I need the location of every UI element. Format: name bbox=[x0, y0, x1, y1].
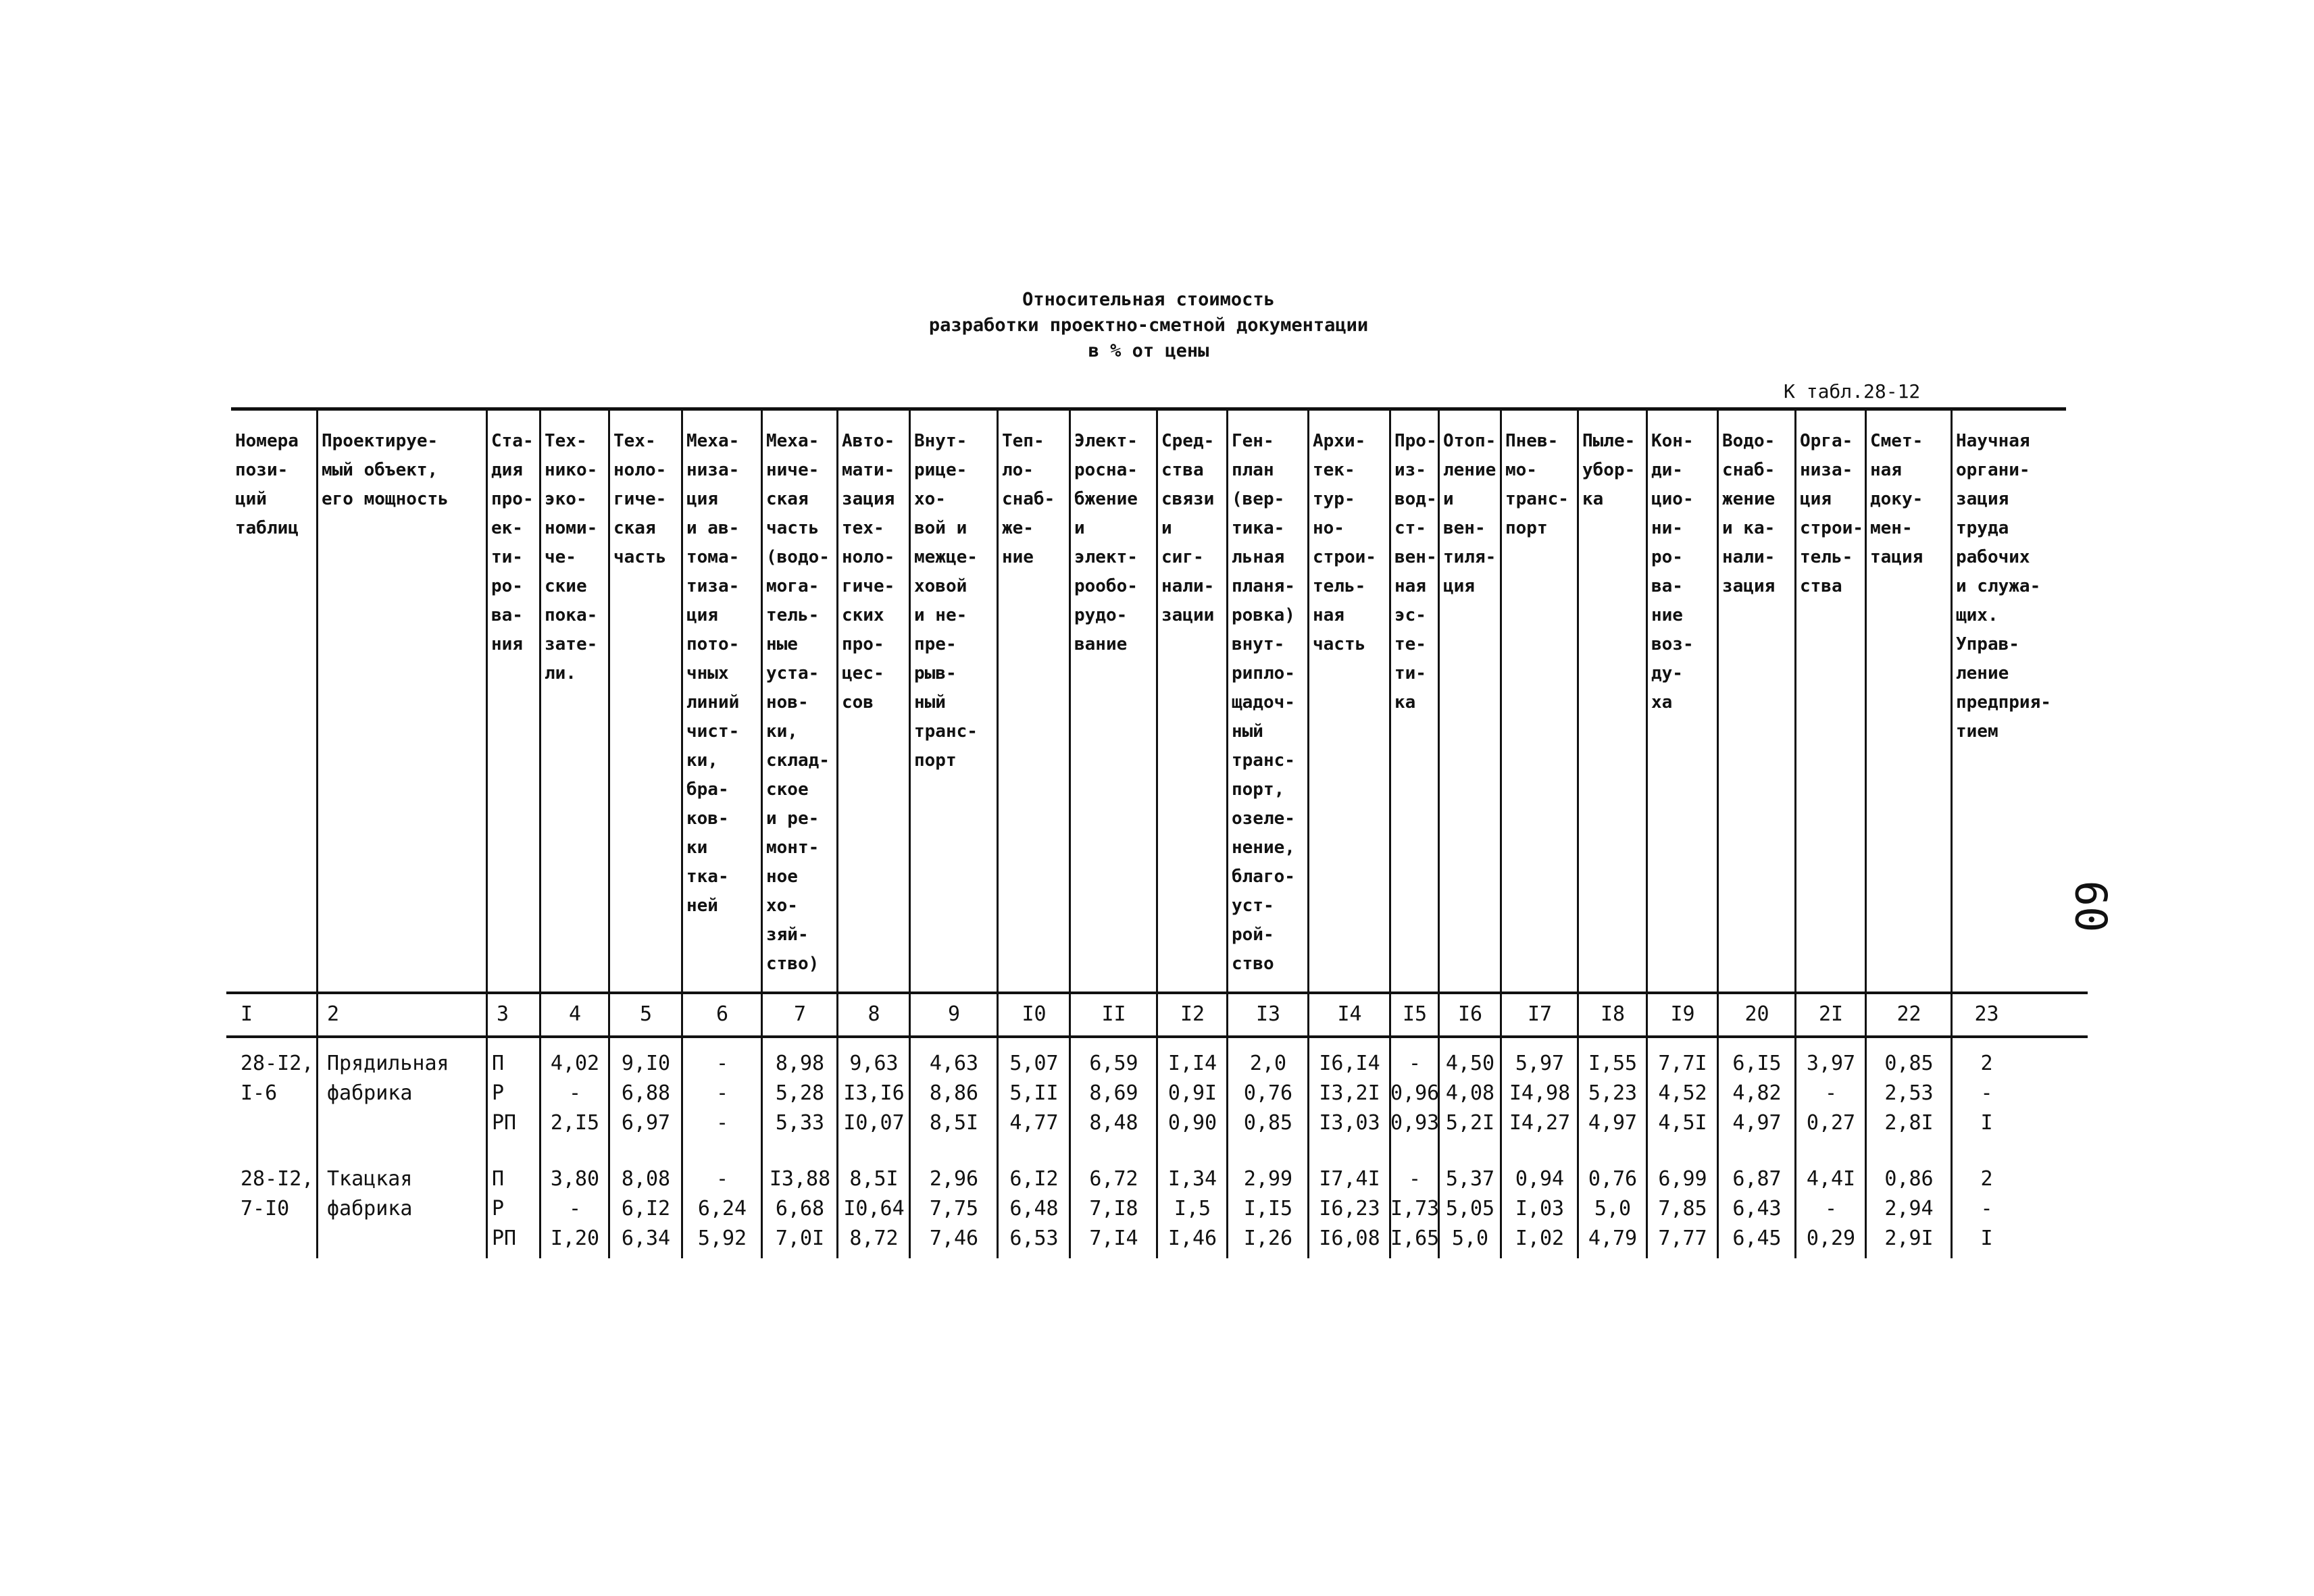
position-cell: I-6 bbox=[241, 1081, 278, 1105]
position-cell: 28-I2, bbox=[241, 1167, 314, 1191]
value-cell: - bbox=[715, 1081, 729, 1105]
value-cell: I,34 bbox=[1167, 1167, 1217, 1191]
value-cell: 4,97 bbox=[1588, 1111, 1638, 1135]
value-cell: 6,45 bbox=[1732, 1227, 1782, 1250]
value-cell: I,03 bbox=[1515, 1197, 1565, 1220]
value-cell: I3,2I bbox=[1319, 1081, 1380, 1105]
value-cell: 6,99 bbox=[1658, 1167, 1707, 1191]
value-cell: 7,75 bbox=[929, 1197, 979, 1220]
column-number: 6 bbox=[715, 1002, 729, 1026]
column-header: Ста- дия про- ек- ти- ро- ва- ния bbox=[491, 431, 534, 654]
value-cell: 6,43 bbox=[1732, 1197, 1782, 1220]
value-cell: 2,I5 bbox=[550, 1111, 600, 1135]
column-number: 2I bbox=[1818, 1002, 1844, 1026]
column-number: II bbox=[1101, 1002, 1126, 1026]
value-cell: 7,I4 bbox=[1089, 1227, 1138, 1250]
value-cell: I6,23 bbox=[1319, 1197, 1380, 1220]
value-cell: I4,98 bbox=[1509, 1081, 1571, 1105]
value-cell: - bbox=[1824, 1197, 1838, 1220]
value-cell: 2 bbox=[1980, 1052, 1993, 1075]
page-number: 60 bbox=[2065, 880, 2115, 933]
value-cell: 5,37 bbox=[1445, 1167, 1495, 1191]
value-cell: 5,07 bbox=[1009, 1052, 1059, 1075]
table-rule bbox=[231, 407, 2066, 411]
title-line: разработки проектно-сметной документации bbox=[928, 315, 1369, 336]
value-cell: 0,96 bbox=[1390, 1081, 1440, 1105]
value-cell: 5,23 bbox=[1588, 1081, 1638, 1105]
value-cell: 7,85 bbox=[1658, 1197, 1707, 1220]
column-header: Кон- ди- цио- ни- ро- ва- ние воз- ду- ха bbox=[1651, 431, 1694, 713]
column-header: Орга- низа- ция строи- тель- ства bbox=[1800, 431, 1863, 596]
value-cell: 0,90 bbox=[1167, 1111, 1217, 1135]
value-cell: I4,27 bbox=[1509, 1111, 1571, 1135]
column-number: I5 bbox=[1402, 1002, 1428, 1026]
column-number: 5 bbox=[639, 1002, 653, 1026]
value-cell: 0,93 bbox=[1390, 1111, 1440, 1135]
stage-cell: Р bbox=[492, 1197, 505, 1220]
column-header: Водо- снаб- жение и ка- нали- зация bbox=[1722, 431, 1776, 596]
value-cell: - bbox=[715, 1052, 729, 1075]
value-cell: 5,92 bbox=[697, 1227, 747, 1250]
column-header: Внут- рице- хо- вой и межце- ховой и не- пре- рыв- ный транс- порт bbox=[914, 431, 978, 771]
column-number: 23 bbox=[1974, 1002, 1999, 1026]
column-number: 20 bbox=[1744, 1002, 1769, 1026]
column-number: 8 bbox=[867, 1002, 880, 1026]
column-header: Меха- низа- ция и ав- тома- тиза- ция пото- чных линий чист- ки, бра- ков- ки тка- ней bbox=[686, 431, 740, 916]
value-cell: I,46 bbox=[1167, 1227, 1217, 1250]
column-number: 9 bbox=[947, 1002, 961, 1026]
column-number: I9 bbox=[1670, 1002, 1695, 1026]
column-number: I2 bbox=[1180, 1002, 1205, 1026]
value-cell: 6,I5 bbox=[1732, 1052, 1782, 1075]
value-cell: 9,63 bbox=[849, 1052, 899, 1075]
value-cell: 3,97 bbox=[1806, 1052, 1856, 1075]
value-cell: - bbox=[568, 1081, 582, 1105]
value-cell: 6,I2 bbox=[621, 1197, 671, 1220]
column-number: 7 bbox=[793, 1002, 807, 1026]
value-cell: 5,33 bbox=[775, 1111, 825, 1135]
value-cell: 6,I2 bbox=[1009, 1167, 1059, 1191]
value-cell: 8,5I bbox=[929, 1111, 979, 1135]
value-cell: - bbox=[1980, 1081, 1993, 1105]
value-cell: 0,76 bbox=[1243, 1081, 1293, 1105]
column-header: Номера пози- ций таблиц bbox=[235, 431, 299, 538]
value-cell: 4,97 bbox=[1732, 1111, 1782, 1135]
value-cell: 6,59 bbox=[1089, 1052, 1138, 1075]
value-cell: 2,0 bbox=[1249, 1052, 1287, 1075]
column-header: Тех- нико- эко- номи- че- ские пока- зате- ли. bbox=[545, 431, 598, 684]
column-number: I4 bbox=[1337, 1002, 1362, 1026]
value-cell: 5,0 bbox=[1594, 1197, 1632, 1220]
stage-cell: П bbox=[492, 1052, 505, 1075]
value-cell: 4,52 bbox=[1658, 1081, 1707, 1105]
stage-cell: П bbox=[492, 1167, 505, 1191]
object-cell: фабрика bbox=[327, 1197, 413, 1220]
stage-cell: РП bbox=[492, 1227, 517, 1250]
value-cell: 4,82 bbox=[1732, 1081, 1782, 1105]
value-cell: - bbox=[715, 1111, 729, 1135]
position-cell: 7-I0 bbox=[241, 1197, 290, 1220]
value-cell: 4,02 bbox=[550, 1052, 600, 1075]
column-header: Ген- план (вер- тика- льная планя- ровка) внут- рипло- щадоч- ный транс- порт, озеле- нение, благо- уст- рой- ство bbox=[1232, 431, 1295, 974]
value-cell: 2,94 bbox=[1884, 1197, 1934, 1220]
column-number: I7 bbox=[1527, 1002, 1553, 1026]
value-cell: 8,98 bbox=[775, 1052, 825, 1075]
column-header: Элект- росна- бжение и элект- рообо- рудо- вание bbox=[1074, 431, 1138, 654]
column-header: Проектируе- мый объект, его мощность bbox=[322, 431, 449, 509]
value-cell: 0,76 bbox=[1588, 1167, 1638, 1191]
value-cell: I bbox=[1980, 1111, 1993, 1135]
value-cell: I3,I6 bbox=[843, 1081, 905, 1105]
value-cell: - bbox=[568, 1197, 582, 1220]
value-cell: 5,97 bbox=[1515, 1052, 1565, 1075]
object-cell: Прядильная bbox=[327, 1052, 449, 1075]
value-cell: 7,46 bbox=[929, 1227, 979, 1250]
value-cell: I3,03 bbox=[1319, 1111, 1380, 1135]
column-header: Авто- мати- зация тех- ноло- гиче- ских про- цес- сов bbox=[842, 431, 895, 713]
stage-cell: Р bbox=[492, 1081, 505, 1105]
value-cell: - bbox=[1408, 1167, 1422, 1191]
value-cell: 2,99 bbox=[1243, 1167, 1293, 1191]
column-number: I6 bbox=[1457, 1002, 1483, 1026]
value-cell: I0,07 bbox=[843, 1111, 905, 1135]
value-cell: - bbox=[1824, 1081, 1838, 1105]
value-cell: 8,86 bbox=[929, 1081, 979, 1105]
value-cell: 4,50 bbox=[1445, 1052, 1495, 1075]
value-cell: 6,24 bbox=[697, 1197, 747, 1220]
value-cell: 9,I0 bbox=[621, 1052, 671, 1075]
column-header: Сред- ства связи и сиг- нали- зации bbox=[1161, 431, 1215, 625]
value-cell: 0,85 bbox=[1884, 1052, 1934, 1075]
title-line: Относительная стоимость bbox=[1022, 289, 1275, 310]
value-cell: I3,88 bbox=[769, 1167, 831, 1191]
column-header: Меха- ниче- ская часть (водо- мога- тель- ные уста- нов- ки, склад- ское и ре- монт- ное хо- зяй- ство) bbox=[766, 431, 830, 974]
value-cell: I,02 bbox=[1515, 1227, 1565, 1250]
object-cell: фабрика bbox=[327, 1081, 413, 1105]
column-number: I bbox=[241, 1002, 253, 1026]
value-cell: 8,48 bbox=[1089, 1111, 1138, 1135]
value-cell: 4,63 bbox=[929, 1052, 979, 1075]
column-header: Теп- ло- снаб- же- ние bbox=[1002, 431, 1055, 567]
column-header: Архи- тек- тур- но- строи- тель- ная часть bbox=[1313, 431, 1376, 654]
value-cell: - bbox=[1980, 1197, 1993, 1220]
value-cell: 4,4I bbox=[1806, 1167, 1856, 1191]
position-cell: 28-I2, bbox=[241, 1052, 314, 1075]
value-cell: I6,I4 bbox=[1319, 1052, 1380, 1075]
value-cell: 6,72 bbox=[1089, 1167, 1138, 1191]
value-cell: - bbox=[1408, 1052, 1422, 1075]
column-number: 22 bbox=[1896, 1002, 1921, 1026]
value-cell: 2,96 bbox=[929, 1167, 979, 1191]
value-cell: 0,85 bbox=[1243, 1111, 1293, 1135]
value-cell: 0,27 bbox=[1806, 1111, 1856, 1135]
value-cell: 0,9I bbox=[1167, 1081, 1217, 1105]
column-header: Научная органи- зация труда рабочих и служа- щих. Управ- ление предприя- тием bbox=[1956, 431, 2051, 742]
value-cell: 8,69 bbox=[1089, 1081, 1138, 1105]
value-cell: I,I5 bbox=[1243, 1197, 1293, 1220]
value-cell: I bbox=[1980, 1227, 1993, 1250]
value-cell: 6,68 bbox=[775, 1197, 825, 1220]
value-cell: 4,79 bbox=[1588, 1227, 1638, 1250]
value-cell: 4,77 bbox=[1009, 1111, 1059, 1135]
value-cell: 7,77 bbox=[1658, 1227, 1707, 1250]
column-number: 2 bbox=[327, 1002, 340, 1026]
value-cell: 7,7I bbox=[1658, 1052, 1707, 1075]
value-cell: 8,5I bbox=[849, 1167, 899, 1191]
value-cell: I,73 bbox=[1390, 1197, 1440, 1220]
value-cell: 4,08 bbox=[1445, 1081, 1495, 1105]
value-cell: 8,08 bbox=[621, 1167, 671, 1191]
title-line: в % от цены bbox=[1088, 340, 1209, 361]
value-cell: 0,86 bbox=[1884, 1167, 1934, 1191]
value-cell: I,65 bbox=[1390, 1227, 1440, 1250]
value-cell: 6,88 bbox=[621, 1081, 671, 1105]
value-cell: I,I4 bbox=[1167, 1052, 1217, 1075]
object-cell: Ткацкая bbox=[327, 1167, 413, 1191]
value-cell: 5,2I bbox=[1445, 1111, 1495, 1135]
value-cell: 7,I8 bbox=[1089, 1197, 1138, 1220]
column-header: Про- из- вод- ст- вен- ная эс- те- ти- ка bbox=[1394, 431, 1437, 713]
column-number: 4 bbox=[568, 1002, 582, 1026]
value-cell: 5,28 bbox=[775, 1081, 825, 1105]
value-cell: I7,4I bbox=[1319, 1167, 1380, 1191]
column-header: Смет- ная доку- мен- тация bbox=[1870, 431, 1923, 567]
value-cell: I,20 bbox=[550, 1227, 600, 1250]
value-cell: 6,53 bbox=[1009, 1227, 1059, 1250]
value-cell: 0,29 bbox=[1806, 1227, 1856, 1250]
value-cell: - bbox=[715, 1167, 729, 1191]
value-cell: 8,72 bbox=[849, 1227, 899, 1250]
column-divider bbox=[316, 411, 318, 1258]
value-cell: I6,08 bbox=[1319, 1227, 1380, 1250]
value-cell: 5,0 bbox=[1451, 1227, 1489, 1250]
value-cell: 3,80 bbox=[550, 1167, 600, 1191]
value-cell: I,55 bbox=[1588, 1052, 1638, 1075]
value-cell: 7,0I bbox=[775, 1227, 825, 1250]
column-header: Тех- ноло- гиче- ская часть bbox=[613, 431, 667, 567]
value-cell: 2 bbox=[1980, 1167, 1993, 1191]
value-cell: 5,05 bbox=[1445, 1197, 1495, 1220]
column-header: Пыле- убор- ка bbox=[1582, 431, 1636, 509]
column-number: I8 bbox=[1600, 1002, 1626, 1026]
value-cell: 2,53 bbox=[1884, 1081, 1934, 1105]
column-header: Отоп- ление и вен- тиля- ция bbox=[1443, 431, 1496, 596]
value-cell: I0,64 bbox=[843, 1197, 905, 1220]
document-title bbox=[777, 287, 1520, 364]
value-cell: 6,97 bbox=[621, 1111, 671, 1135]
value-cell: 2,9I bbox=[1884, 1227, 1934, 1250]
column-number: I0 bbox=[1022, 1002, 1047, 1026]
value-cell: 6,48 bbox=[1009, 1197, 1059, 1220]
column-number: 3 bbox=[497, 1002, 509, 1026]
value-cell: 5,II bbox=[1009, 1081, 1059, 1105]
value-cell: I,5 bbox=[1174, 1197, 1211, 1220]
column-number: I3 bbox=[1255, 1002, 1281, 1026]
value-cell: I,26 bbox=[1243, 1227, 1293, 1250]
column-header: Пнев- мо- транс- порт bbox=[1505, 431, 1569, 538]
table-reference: К табл.28-12 bbox=[1784, 380, 1921, 403]
value-cell: 6,87 bbox=[1732, 1167, 1782, 1191]
value-cell: 4,5I bbox=[1658, 1111, 1707, 1135]
value-cell: 0,94 bbox=[1515, 1167, 1565, 1191]
column-divider bbox=[486, 411, 488, 1258]
value-cell: 2,8I bbox=[1884, 1111, 1934, 1135]
stage-cell: РП bbox=[492, 1111, 517, 1135]
value-cell: 6,34 bbox=[621, 1227, 671, 1250]
